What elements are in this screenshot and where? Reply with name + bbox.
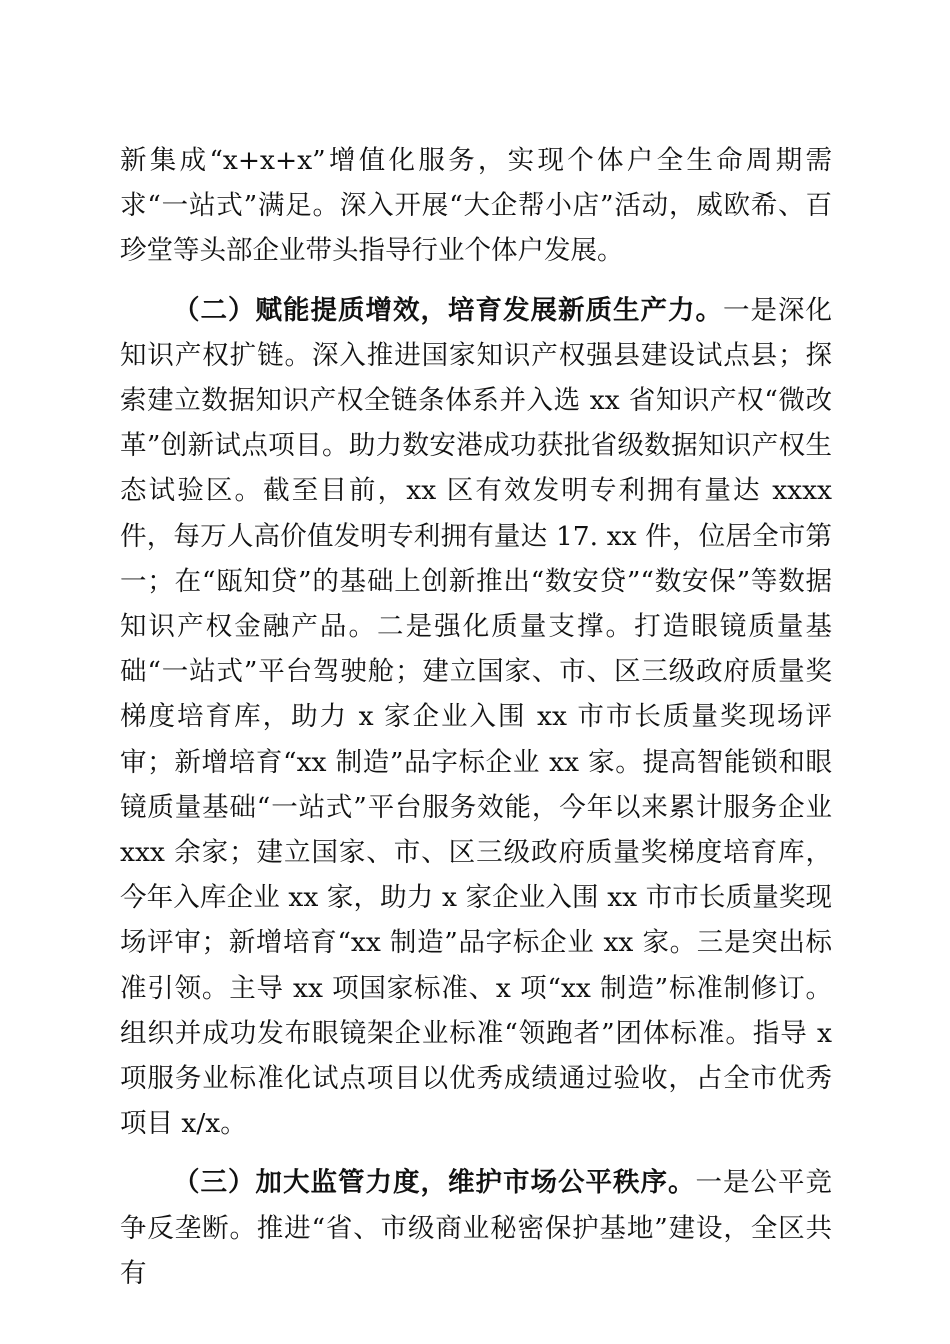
section-heading: （三）加大监管力度，维护市场公平秩序。: [173, 1167, 696, 1199]
paragraph-continuation: [120, 138, 832, 274]
section-heading: （二）赋能提质增效，培育发展新质生产力。: [173, 294, 723, 326]
paragraph-body: 一是深化知识产权扩链。深入推进国家知识产权强县建设试点县；探索建立数据知识产权全链条体系并入选 xx 省知识产权“微改革”创新试点项目。助力数安港成功获批省级数据知识产权生态试验区。截至目前，xx 区有效发明专利拥有量达 xxxx 件，每万人高价值发明专利拥有量达 17. xx 件，位居全市第一；在“瓯知贷”的基础上创新推出“数安贷”“数安保”等数据知识产权金融产品。二是强化质量支撑。打造眼镜质量基础“一站式”平台驾驶舱；建立国家、市、区三级政府质量奖梯度培育库，助力 x 家企业入围 xx 市市长质量奖现场评审；新增培育“xx 制造”品字标企业 xx 家。提高智能锁和眼镜质量基础“一站式”平台服务效能，今年以来累计服务企业 xxx 余家；建立国家、市、区三级政府质量奖梯度培育库，今年入库企业 xx 家，助力 x 家企业入围 xx 市市长质量奖现场评审；新增培育“xx 制造”品字标企业 xx 家。三是突出标准引领。主导 xx 项国家标准、x 项“xx 制造”标准制修订。组织并成功发布眼镜架企业标准“领跑者”团体标准。指导 x 项服务业标准化试点项目以优秀成绩通过验收，占全市优秀项目 x/x。: [120, 294, 832, 1140]
paragraph-section-2: [120, 288, 832, 1147]
paragraph-body: 一是公平竞争反垄断。推进“省、市级商业秘密保护基地”建设，全区共有: [120, 1167, 832, 1289]
paragraph-body: 新集成“x+x+x”增值化服务，实现个体户全生命周期需求“一站式”满足。深入开展“大企帮小店”活动，威欧希、百珍堂等头部企业带头指导行业个体户发展。: [120, 145, 832, 267]
document-page: [120, 138, 832, 1296]
paragraph-section-3: [120, 1160, 832, 1296]
